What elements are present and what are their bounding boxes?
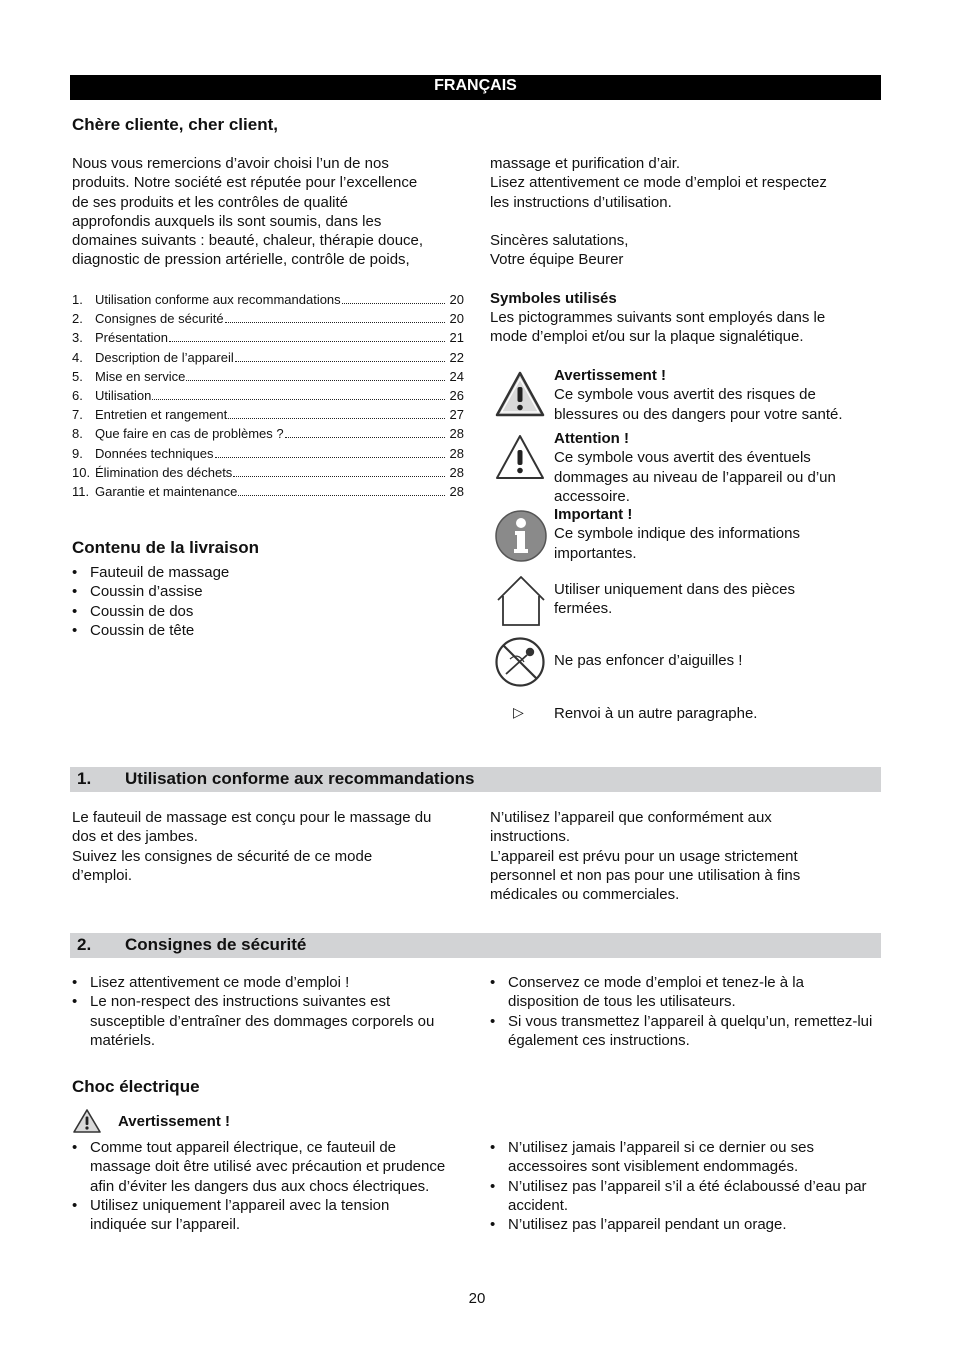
attention-title: Attention ! — [554, 430, 629, 447]
list-item: • Conservez ce mode d’emploi et tenez-le à la disposition de tous les utilisateurs. — [490, 973, 875, 1012]
info-icon — [494, 509, 548, 563]
toc-label: Garantie et maintenance — [95, 483, 238, 499]
toc-number: 6. — [72, 387, 83, 403]
toc-number: 3. — [72, 330, 83, 346]
paragraph-line: L’appareil est prévu pour un usage strictement — [490, 847, 798, 865]
warning-line: blessures ou des dangers pour votre santé. — [554, 405, 843, 423]
important-title: Important ! — [554, 506, 633, 523]
paragraph-line: Suivez les consignes de sécurité de ce mode — [72, 847, 373, 865]
section-1-left — [72, 808, 467, 885]
toc-leader — [225, 322, 445, 323]
toc-label: Entretien et rangement — [95, 407, 228, 423]
list-item: • N’utilisez jamais l’appareil si ce dernier ou ses accessoires sont visiblement endommagés. — [490, 1138, 875, 1177]
paragraph-line: instructions. — [490, 828, 571, 846]
table-of-contents — [72, 290, 464, 501]
safety-list-left — [72, 973, 450, 1050]
toc-number: 2. — [72, 311, 83, 327]
important-line: Ce symbole indique des informations — [554, 525, 800, 543]
section-2-heading — [70, 933, 881, 958]
indoor-description — [554, 580, 874, 619]
toc-entry[interactable] — [72, 328, 464, 347]
list-item: • Coussin de dos — [72, 602, 452, 621]
toc-leader — [235, 361, 445, 362]
toc-entry[interactable] — [72, 348, 464, 367]
toc-label: Données techniques — [95, 445, 214, 461]
toc-entry[interactable] — [72, 463, 464, 482]
indoor-line: Utiliser uniquement dans des pièces — [554, 581, 795, 598]
warning-triangle-icon — [72, 1108, 102, 1134]
warning-line: Ce symbole vous avertit des risques de — [554, 386, 816, 404]
toc-leader — [233, 476, 445, 477]
toc-number: 11. — [72, 483, 90, 499]
symbols-intro-line: mode d’emploi et/ou sur la plaque signalétique. — [490, 328, 804, 346]
toc-label: Que faire en cas de problèmes ? — [95, 426, 284, 442]
closing-team: Votre équipe Beurer — [490, 251, 624, 269]
toc-leader — [238, 495, 445, 496]
toc-number: 4. — [72, 349, 83, 365]
attention-line: dommages au niveau de l’appareil ou d’un — [554, 468, 836, 486]
symbols-heading: Symboles utilisés — [490, 290, 617, 307]
paragraph-line: N’utilisez l’appareil que conformément aux — [490, 809, 772, 826]
toc-leader — [342, 303, 445, 304]
toc-label: Utilisation conforme aux recommandations — [95, 292, 341, 307]
toc-leader — [152, 399, 445, 400]
attention-line: accessoire. — [554, 487, 630, 505]
toc-entry[interactable] — [72, 482, 464, 501]
shock-list-right — [490, 1138, 875, 1234]
no-needles-icon — [494, 636, 546, 688]
intro-line: diagnostic de pression artérielle, contrôle de poids, — [72, 251, 410, 269]
attention-triangle-icon — [494, 433, 546, 481]
reference-arrow-icon: ▷ — [513, 705, 524, 721]
house-icon — [494, 574, 548, 628]
paragraph-line: dos et des jambes. — [72, 828, 198, 846]
list-item: • Fauteuil de massage — [72, 563, 452, 582]
intro-line: Nous vous remercions d’avoir choisi l’un de nos — [72, 155, 389, 172]
list-item: • Utilisez uniquement l’appareil avec la tension indiquée sur l’appareil. — [72, 1196, 450, 1235]
intro-line: les instructions d’utilisation. — [490, 193, 672, 211]
toc-page: 20 — [449, 311, 464, 327]
toc-page: 28 — [449, 445, 464, 461]
symbols-intro-line: Les pictogrammes suivants sont employés dans le — [490, 309, 826, 326]
intro-line: de ses produits et les contrôles de qualité — [72, 193, 348, 211]
toc-leader — [228, 418, 445, 419]
paragraph-line: médicales ou commerciales. — [490, 886, 680, 904]
toc-entry[interactable] — [72, 290, 464, 309]
section-title: Consignes de sécurité — [125, 935, 307, 954]
intro-left — [72, 154, 467, 270]
shock-list-left — [72, 1138, 450, 1234]
warning-description — [554, 366, 874, 424]
toc-number: 8. — [72, 426, 83, 442]
section-number: 1. — [77, 769, 92, 788]
list-item: • Comme tout appareil électrique, ce fauteuil de massage doit être utilisé avec précaution et prudence afin d’éviter les dangers dus aux chocs électriques. — [72, 1138, 450, 1196]
closing-salutation: Sincères salutations, — [490, 232, 629, 250]
toc-label: Mise en service — [95, 368, 186, 384]
toc-page: 28 — [449, 483, 464, 499]
toc-number: 7. — [72, 407, 83, 423]
list-item: • N’utilisez pas l’appareil s’il a été éclaboussé d’eau par accident. — [490, 1177, 875, 1216]
toc-entry[interactable] — [72, 367, 464, 386]
warning-title: Avertissement ! — [554, 367, 666, 384]
toc-leader — [285, 437, 445, 438]
toc-label: Élimination des déchets — [95, 464, 233, 480]
toc-number: 10. — [72, 464, 91, 480]
toc-entry[interactable] — [72, 405, 464, 424]
toc-page: 20 — [449, 292, 464, 307]
toc-entry[interactable] — [72, 309, 464, 328]
list-item: • Le non-respect des instructions suivantes est susceptible d’entraîner des dommages corporels ou matériels. — [72, 992, 450, 1050]
warning-triangle-icon — [494, 370, 546, 418]
delivery-list — [72, 563, 452, 640]
attention-description — [554, 429, 874, 506]
toc-page: 28 — [449, 464, 464, 480]
reference-description: Renvoi à un autre paragraphe. — [554, 705, 758, 722]
section-title: Utilisation conforme aux recommandations — [125, 769, 475, 788]
toc-page: 22 — [449, 349, 464, 365]
toc-entry[interactable] — [72, 386, 464, 405]
page-number: 20 — [468, 1290, 486, 1307]
paragraph-line: Le fauteuil de massage est conçu pour le massage du — [72, 809, 432, 826]
section-number: 2. — [77, 935, 92, 954]
shock-warning-label: Avertissement ! — [118, 1113, 230, 1130]
electric-shock-heading: Choc électrique — [72, 1077, 200, 1096]
delivery-heading: Contenu de la livraison — [72, 538, 260, 557]
toc-number: 1. — [72, 292, 83, 307]
toc-leader — [215, 457, 445, 458]
toc-number: 5. — [72, 368, 83, 384]
intro-line: Lisez attentivement ce mode d’emploi et respectez — [490, 174, 827, 192]
indoor-line: fermées. — [554, 600, 613, 618]
toc-page: 27 — [449, 407, 464, 423]
paragraph-line: personnel et non pas pour une utilisation à fins — [490, 866, 801, 884]
intro-line: domaines suivants : beauté, chaleur, thérapie douce, — [72, 232, 424, 250]
toc-entry[interactable] — [72, 444, 464, 463]
important-line: importantes. — [554, 544, 637, 562]
attention-line: Ce symbole vous avertit des éventuels — [554, 449, 811, 467]
toc-page: 26 — [449, 387, 464, 403]
important-description — [554, 505, 874, 563]
needle-description: Ne pas enfoncer d’aiguilles ! — [554, 652, 743, 669]
paragraph-line: d’emploi. — [72, 866, 133, 884]
list-item: • Si vous transmettez l’appareil à quelqu’un, remettez-lui également ces instructions. — [490, 1012, 875, 1051]
intro-line: approfondis auxquels ils sont soumis, dans les — [72, 212, 382, 230]
toc-page: 28 — [449, 426, 464, 442]
safety-list-right — [490, 973, 875, 1050]
list-item: • Coussin d’assise — [72, 582, 452, 601]
toc-page: 21 — [449, 330, 464, 346]
list-item: • Coussin de tête — [72, 621, 452, 640]
toc-number: 9. — [72, 445, 83, 461]
symbols-intro — [490, 308, 880, 347]
list-item: • Lisez attentivement ce mode d’emploi ! — [72, 973, 450, 992]
toc-leader — [169, 341, 445, 342]
toc-entry[interactable] — [72, 424, 464, 443]
toc-label: Utilisation — [95, 387, 152, 403]
greeting-heading: Chère cliente, cher client, — [72, 115, 278, 134]
intro-right — [490, 154, 880, 270]
toc-label: Consignes de sécurité — [95, 311, 224, 327]
intro-line: produits. Notre société est réputée pour l’excellence — [72, 174, 418, 192]
intro-line: massage et purification d’air. — [490, 155, 681, 172]
toc-label: Description de l’appareil — [95, 349, 234, 365]
toc-page: 24 — [449, 368, 464, 384]
language-header: FRANÇAIS — [70, 75, 881, 100]
toc-label: Présentation — [95, 330, 168, 346]
section-1-heading — [70, 767, 881, 792]
section-1-right — [490, 808, 880, 904]
toc-leader — [186, 380, 445, 381]
list-item: • N’utilisez pas l’appareil pendant un orage. — [490, 1215, 875, 1234]
